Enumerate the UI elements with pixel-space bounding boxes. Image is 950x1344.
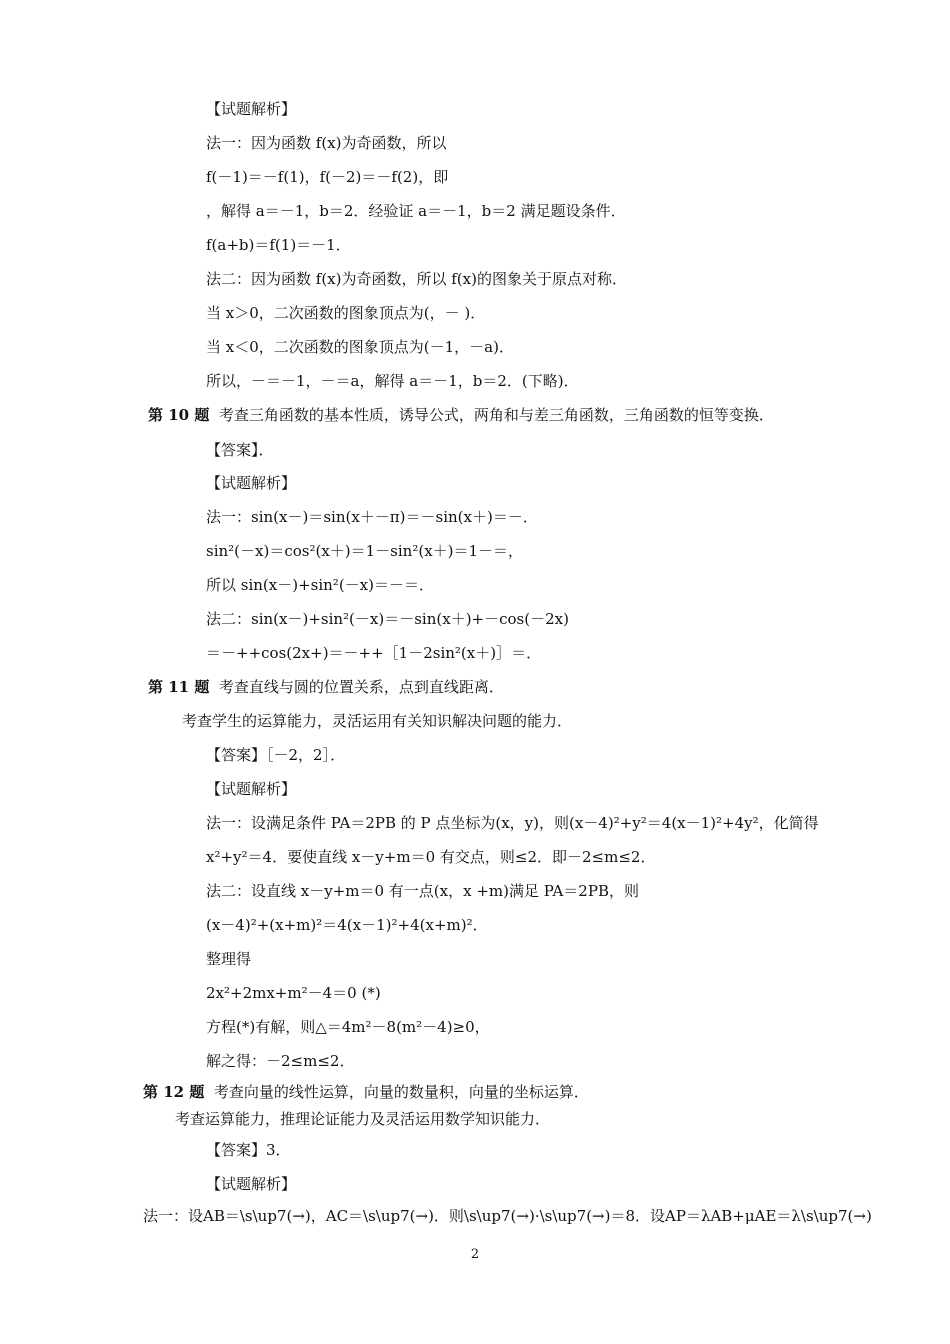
text-line: ＝－++cos(2x+)＝－++［1－2sin²(x＋)］＝． [206, 644, 542, 662]
section-heading-analysis: 【试题解析】 [206, 780, 297, 798]
answer-line: 【答案】［－2，2］． [206, 746, 346, 764]
answer-line: 【答案】3． [206, 1141, 291, 1159]
text-line: 2x²+2mx+m²－4＝0 (*) [206, 984, 381, 1002]
text-line: 考查学生的运算能力，灵活运用有关知识解决问题的能力． [182, 712, 573, 730]
text-line: 法一：因为函数 f(x)为奇函数，所以 [206, 134, 447, 152]
section-heading-analysis: 【试题解析】 [206, 1175, 297, 1193]
text-line: 法二：sin(x－)+sin²(－x)＝－sin(x＋)+－cos(－2x) [206, 610, 569, 628]
page-number: 2 [470, 1247, 480, 1262]
question-topic: 考查三角函数的基本性质，诱导公式，两角和与差三角函数，三角函数的恒等变换． [218, 406, 774, 424]
question-label: 第 11 题 [148, 678, 210, 696]
text-line: ，解得 a＝－1，b＝2．经验证 a＝－1，b＝2 满足题设条件． [206, 202, 626, 220]
question-12-row [143, 1082, 589, 1102]
text-line: 整理得 [206, 950, 252, 968]
text-line: x²+y²＝4．要使直线 x－y+m＝0 有交点，则≤2．即－2≤m≤2． [206, 848, 656, 866]
text-line: 法二：设直线 x－y+m＝0 有一点(x，x +m)满足 PA＝2PB，则 [206, 882, 639, 900]
question-topic: 考查向量的线性运算，向量的数量积，向量的坐标运算． [213, 1083, 589, 1101]
text-line: 所以 sin(x－)+sin²(－x)＝－＝． [206, 576, 434, 594]
answer-line: 【答案】． [206, 441, 274, 459]
question-11-row [148, 677, 504, 697]
question-10-row [148, 405, 774, 425]
question-label: 第 10 题 [148, 406, 210, 424]
text-line: (x－4)²+(x+m)²＝4(x－1)²+4(x+m)²． [206, 916, 488, 934]
text-line: 所以，－＝－1，－＝a，解得 a＝－1，b＝2．(下略)． [206, 372, 579, 390]
text-line: f(－1)＝－f(1)，f(－2)＝－f(2)，即 [206, 168, 449, 186]
section-heading-analysis: 【试题解析】 [206, 474, 297, 492]
text-line: 当 x＜0，二次函数的图象顶点为(－1，－a)． [206, 338, 514, 356]
section-heading-analysis: 【试题解析】 [206, 100, 297, 118]
text-line: 法一：设AB＝\s\up7(→)，AC＝\s\up7(→)．则\s\up7(→)·\s\up7(→)＝8．设AP＝λAB+μAE＝λ\s\up7(→) [143, 1207, 872, 1225]
text-line: 考查运算能力，推理论证能力及灵活运用数学知识能力． [175, 1110, 551, 1128]
text-line: 法一：sin(x－)＝sin(x＋－π)＝－sin(x＋)＝－． [206, 508, 538, 526]
text-line: f(a+b)＝f(1)＝－1． [206, 236, 351, 254]
text-line: 方程(*)有解，则△＝4m²－8(m²－4)≥0， [206, 1018, 490, 1036]
text-line: 解之得：－2≤m≤2． [206, 1052, 355, 1070]
text-line: 法一：设满足条件 PA＝2PB 的 P 点坐标为(x，y)，则(x－4)²+y²＝4(x－1)²+4y²，化简得 [206, 814, 819, 832]
text-line: sin²(－x)＝cos²(x＋)＝1－sin²(x＋)＝1－＝， [206, 542, 524, 560]
text-line: 法二：因为函数 f(x)为奇函数，所以 f(x)的图象关于原点对称． [206, 270, 627, 288]
question-label: 第 12 题 [143, 1083, 205, 1101]
question-topic: 考查直线与圆的位置关系，点到直线距离． [218, 678, 504, 696]
text-line: 当 x＞0，二次函数的图象顶点为(，－ )． [206, 304, 486, 322]
